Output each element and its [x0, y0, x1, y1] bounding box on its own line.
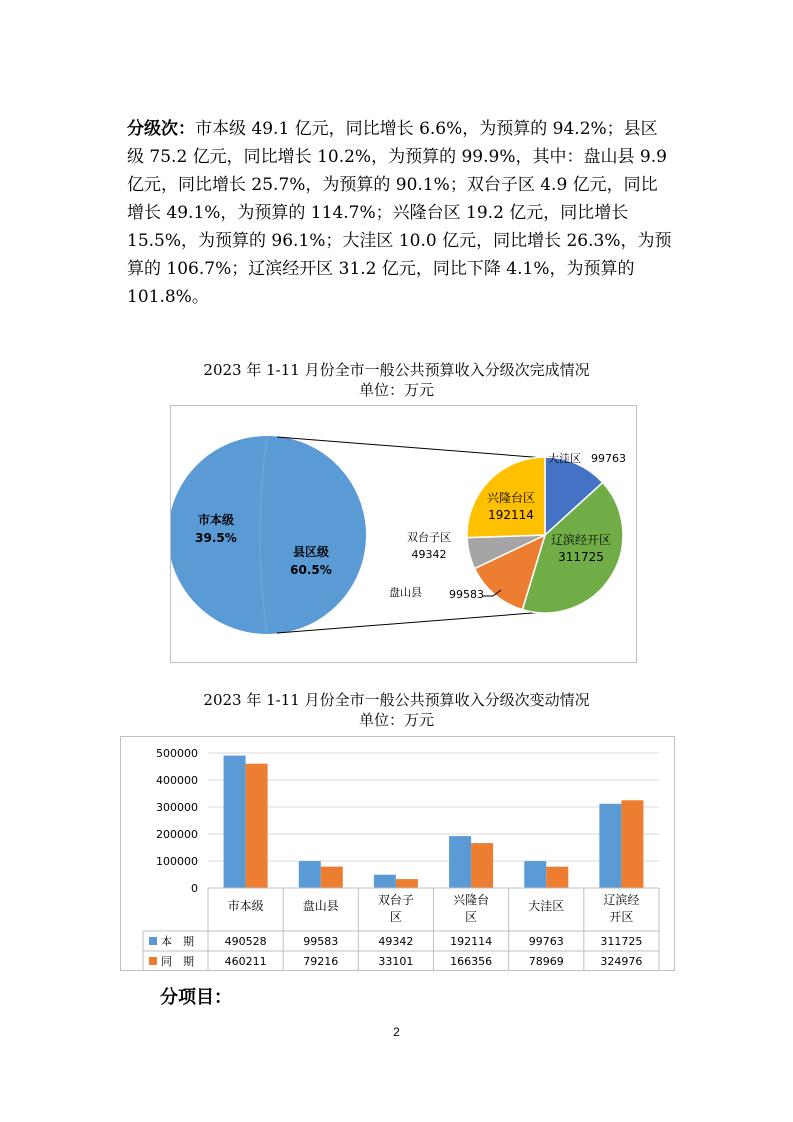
data-table-value: 99583 — [303, 935, 339, 948]
chart1-unit: 单位：万元 — [358, 381, 434, 399]
sub-slice-value: 49342 — [411, 548, 447, 561]
data-table-value: 490528 — [224, 935, 267, 948]
bar-current — [224, 756, 246, 888]
category-label: 市本级 — [227, 899, 264, 913]
bar-current — [599, 804, 621, 888]
sub-slice-label: 兴隆台区 — [486, 491, 536, 505]
sub-slice-value: 99583 — [449, 588, 484, 601]
bar-prior — [321, 867, 343, 888]
legend-key — [149, 937, 157, 945]
bar-current — [299, 861, 321, 888]
y-tick-label: 200000 — [156, 828, 198, 841]
sub-slice-value: 192114 — [488, 508, 534, 522]
bar-prior — [396, 879, 418, 888]
chart2-title: 2023 年 1-11 月份全市一般公共预算收入分级次变动情况 — [203, 691, 590, 709]
category-label: 兴隆台 — [453, 893, 490, 907]
data-table-value: 49342 — [378, 935, 414, 948]
main-slice-pct: 39.5% — [195, 531, 237, 545]
category-label: 双台子 — [377, 893, 414, 907]
data-table-value: 79216 — [303, 955, 339, 968]
sub-slice-label: 盘山县 — [389, 586, 422, 599]
bar-prior — [621, 800, 643, 888]
data-table-value: 311725 — [600, 935, 643, 948]
bar-prior — [246, 764, 268, 888]
y-tick-label: 100000 — [156, 855, 198, 868]
summary-paragraph — [127, 115, 672, 311]
legend-key — [149, 957, 157, 965]
bar-current — [524, 861, 546, 888]
y-tick-label: 300000 — [156, 801, 198, 814]
data-table-value: 78969 — [528, 955, 564, 968]
series-name: 本 期 — [161, 935, 194, 948]
category-label: 开区 — [609, 910, 634, 924]
main-slice-pct: 60.5% — [290, 563, 332, 577]
category-label: 辽滨经 — [603, 893, 640, 907]
sub-slice-value: 311725 — [558, 550, 604, 564]
main-slice-label: 县区级 — [292, 545, 330, 559]
y-tick-label: 500000 — [156, 747, 198, 760]
bar-chart — [121, 737, 674, 970]
sub-slice-label: 双台子区 — [407, 531, 451, 544]
sub-slice-value: 99763 — [591, 452, 626, 465]
data-table-value: 192114 — [450, 935, 493, 948]
sub-slice-label: 大洼区 — [548, 452, 581, 465]
category-label: 盘山县 — [302, 899, 339, 913]
page-number: 2 — [393, 1025, 400, 1039]
y-tick-label: 0 — [191, 882, 198, 895]
chart1-title: 2023 年 1-11 月份全市一般公共预算收入分级次完成情况 — [203, 361, 590, 379]
bar-current — [449, 836, 471, 888]
data-table-value: 324976 — [600, 955, 643, 968]
paragraph-lead: 分级次： — [127, 119, 195, 139]
bar-prior — [546, 867, 568, 888]
pie-chart-box — [170, 405, 637, 663]
category-label: 大洼区 — [528, 899, 565, 913]
bar-current — [374, 875, 396, 888]
pie-of-pie-chart — [171, 406, 636, 662]
main-slice-label: 市本级 — [197, 513, 235, 527]
data-table-value: 166356 — [450, 955, 493, 968]
sub-slice-label: 辽滨经开区 — [550, 533, 612, 547]
bar-prior — [471, 843, 493, 888]
series-name: 同 期 — [161, 955, 194, 968]
paragraph-body: 市本级 49.1 亿元，同比增长 6.6%，为预算的 94.2%；县区级 75.2 亿元，同比增长 10.2%，为预算的 99.9%，其中：盘山县 9.9 亿元，同比增长 25.7%，为预算的 90.1%；双台子区 4.9 亿元，同比增长 49.1%，为预算的 114.7%；兴隆台区 19.2 亿元，同比增长 15.5%，为预算的 96.1%；大洼区 10.0 亿元，同比增长 26.3%，为预算的 106.7%；辽滨经开区 31.2 亿元，同比下降 4.1%，为预算的 101.8%。 — [127, 119, 672, 307]
section-heading: 分项目： — [160, 987, 232, 1008]
category-label: 区 — [389, 910, 402, 924]
bar-chart-box — [120, 736, 675, 971]
chart2-unit: 单位：万元 — [358, 711, 434, 729]
data-table-value: 460211 — [224, 955, 267, 968]
data-table-value: 99763 — [528, 935, 564, 948]
y-tick-label: 400000 — [156, 774, 198, 787]
category-label: 区 — [465, 910, 478, 924]
data-table-value: 33101 — [378, 955, 414, 968]
